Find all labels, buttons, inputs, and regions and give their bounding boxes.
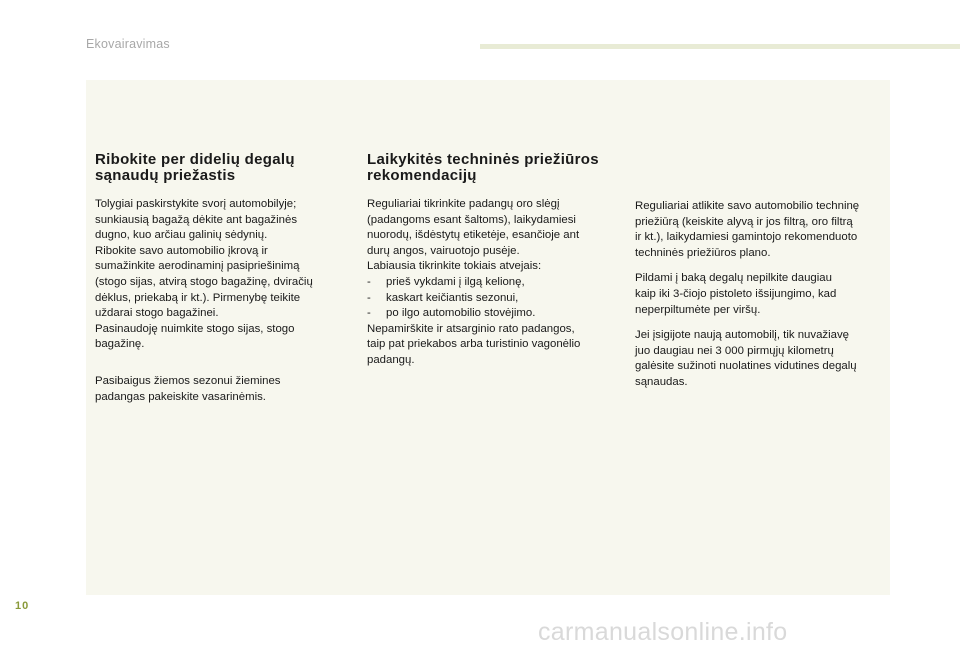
- text-line: neperpiltumėte per viršų.: [635, 303, 761, 316]
- paragraph-new-vehicle: [635, 328, 880, 390]
- dash-bullet: -: [367, 275, 371, 288]
- text-line: priežiūrą (keiskite alyvą ir jos filtrą, oro filtrą: [635, 215, 853, 228]
- dash-bullet: -: [367, 291, 371, 304]
- text-line: dugno, kuo arčiau galinių sėdynių.: [95, 229, 268, 242]
- column-maintenance: [367, 152, 617, 369]
- text-line: sumažinkite aerodinaminį pasipriešinimą: [95, 260, 300, 273]
- paragraph-load: [95, 197, 335, 353]
- column-service: [635, 199, 880, 391]
- text-line: Pasibaigus žiemos sezonui žiemines: [95, 374, 281, 387]
- paragraph-tyres-season: [95, 374, 335, 405]
- text-line: padangas pakeiskite vasarinėmis.: [95, 390, 266, 403]
- text-line: Nepamirškite ir atsarginio rato padangos,: [367, 322, 575, 335]
- text-line: sąnaudas.: [635, 375, 688, 388]
- paragraph-tyre-pressure: [367, 197, 617, 275]
- text-line: Ribokite savo automobilio įkrovą ir: [95, 244, 268, 257]
- text-line: sunkiausią bagažą dėkite ant bagažinės: [95, 213, 298, 226]
- text-line: Pildami į baką degalų nepilkite daugiau: [635, 272, 832, 285]
- list-item: [367, 306, 617, 322]
- text-line: durų angos, vairuotojo pusėje.: [367, 244, 520, 257]
- column-fuel-consumption: [95, 152, 335, 405]
- paragraph-spare-tyre: [367, 322, 617, 369]
- heading-line-1: Ribokite per didelių degalų: [95, 151, 295, 168]
- text-line: (stogo sijas, atvirą stogo bagažinę, dviračių: [95, 275, 313, 288]
- text-line: Labiausia tikrinkite tokiais atvejais:: [367, 260, 542, 273]
- text-line: juo daugiau nei 3 000 pirmųjų kilometrų: [635, 344, 834, 357]
- text-line: nuorodų, išdėstytų etiketėje, esančioje ant: [367, 229, 580, 242]
- text-line: Pasinaudoję nuimkite stogo sijas, stogo: [95, 322, 295, 335]
- heading-line-1: Laikykitės techninės priežiūros: [367, 151, 599, 168]
- text-line: kaip iki 3-čiojo pistoleto išsijungimo, kad: [635, 287, 837, 300]
- header-accent-bar: [480, 44, 960, 49]
- page-number: 10: [15, 600, 30, 612]
- text-line: Reguliariai atlikite savo automobilio techninę: [635, 200, 860, 212]
- text-line: (padangoms esant šaltoms), laikydamiesi: [367, 213, 576, 226]
- paragraph-refuelling: [635, 271, 880, 318]
- heading-line-2: sąnaudų priežastis: [95, 167, 236, 184]
- text-line: Jei įsigijote naują automobilį, tik nuvažiavę: [635, 329, 850, 342]
- text-line: galėsite sužinoti nuolatines vidutines degalų: [635, 360, 857, 373]
- list-item: [367, 291, 617, 307]
- watermark: carmanualsonline.info: [538, 618, 788, 646]
- text-line: uždarai stogo bagažinei.: [95, 307, 219, 320]
- list-item-text: po ilgo automobilio stovėjimo.: [386, 307, 536, 320]
- text-line: Tolygiai paskirstykite svorį automobilyje;: [95, 198, 297, 210]
- text-line: bagažinę.: [95, 338, 145, 351]
- section-title: Ekovairavimas: [86, 37, 170, 51]
- dash-bullet: -: [367, 307, 371, 320]
- text-line: techninės priežiūros plano.: [635, 246, 771, 259]
- text-line: Reguliariai tikrinkite padangų oro slėgį: [367, 198, 560, 210]
- list-item-text: prieš vykdami į ilgą kelionę,: [386, 275, 525, 288]
- text-line: taip pat priekabos arba turistinio vagonėlio: [367, 338, 581, 351]
- list-item-text: kaskart keičiantis sezonui,: [386, 291, 519, 304]
- list-item: [367, 275, 617, 291]
- text-line: ir kt.), laikydamiesi gamintojo rekomenduoto: [635, 231, 858, 244]
- heading-maintenance: [367, 152, 617, 184]
- paragraph-service-plan: [635, 199, 880, 261]
- heading-line-2: rekomendacijų: [367, 167, 477, 184]
- text-line: dėklus, priekabą ir kt.). Pirmenybę teikite: [95, 291, 301, 304]
- heading-fuel-consumption: [95, 152, 335, 184]
- text-line: padangų.: [367, 353, 415, 366]
